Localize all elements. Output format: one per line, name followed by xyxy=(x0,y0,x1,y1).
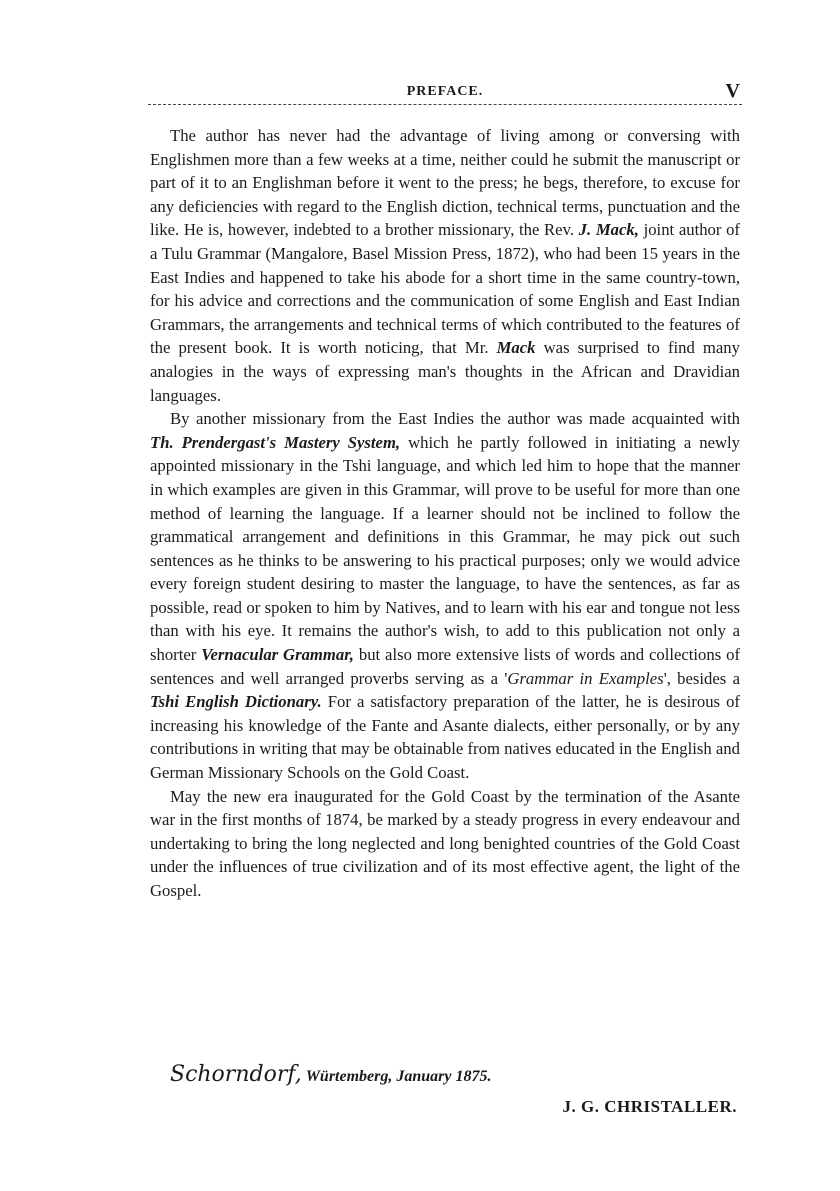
book-title: Vernacular Grammar, xyxy=(201,645,354,665)
page-title: PREFACE. xyxy=(406,84,484,99)
signoff-date: Würtemberg, January 1875. xyxy=(305,1068,492,1085)
person-name: Mack xyxy=(496,338,536,358)
person-name: J. Mack, xyxy=(578,220,639,240)
text-run: joint author of a Tulu Grammar (Mangalore, Basel Mission Press, 1872), who had been 15 years in the East Indies and happened to take his abode for a short time in the same country-town, for his advice and corrections and the communication of some English and East Indian Grammars, the arrangements and technical terms of which contributed to the features of the present book. It is worth noticing, that Mr. xyxy=(150,220,740,358)
text-run: which he partly followed in initiating a newly appointed missionary in the Tshi language, and which led him to hope that the manner in which examples are given in this Grammar, will prove to be useful for more than one method of learning the language. If a learner should not be inclined to follow the grammatical arrangement and definitions in this Grammar, he may pick out such sentences as he thinks to be answering to his practical purposes; only we would advice every foreign student desiring to master the language, to have the sentences, as far as possible, read or spoken to him by Natives, and to learn with his ear and tongue not less than with his eye. It remains the author's wish, to add to this publication not only a shorter xyxy=(150,432,741,665)
paragraph-3 xyxy=(150,785,740,903)
author-signature: J. G. CHRISTALLER. xyxy=(562,1097,737,1116)
signoff-line xyxy=(170,1062,740,1087)
book-title: Th. Prendergast's Mastery System, xyxy=(150,432,401,452)
book-title: Grammar in Examples xyxy=(507,668,664,688)
running-header xyxy=(150,80,740,104)
text-run: but also more extensive lists of words and collections of sentences and well arranged proverbs serving as a ' xyxy=(150,645,741,688)
book-title: Tshi English Dictionary. xyxy=(150,692,322,712)
header-rule xyxy=(148,104,742,105)
page-number: V xyxy=(725,80,740,102)
text-run: ', besides a xyxy=(663,668,741,688)
preface-body xyxy=(150,124,740,903)
text-run: For a satisfactory preparation of the latter, he is desirous of increasing his knowledge of the Fante and Asante dialects, either personally, or by any contributions in writing that may be obtainable from natives educated in the English and German Missionary Schools on the Gold Coast. xyxy=(150,692,740,783)
text-run: May the new era inaugurated for the Gold Coast by the termination of the Asante war in the first months of 1874, be marked by a steady progress in every endeavour and undertaking to bring the long neglected and long benighted countries of the Gold Coast under the influences of true civilization and of its most effective agent, the light of the Gospel. xyxy=(150,786,740,900)
signoff-place: Schorndorf, xyxy=(170,1062,302,1087)
paragraph-1 xyxy=(150,124,740,407)
text-run: By another missionary from the East Indies the author was made acquainted with xyxy=(170,409,740,429)
text-run: The author has never had the advantage of living among or conversing with Englishmen more than a few weeks at a time, neither could he submit the manuscript or part of it to an Englishman before it went to the press; he begs, therefore, to excuse for any deficiencies with regard to the English diction, technical terms, punctuation and the like. He is, however, indebted to a brother missionary, the Rev. xyxy=(150,126,740,240)
text-run: was surprised to find many analogies in the ways of expressing man's thoughts in the African and Dravidian languages. xyxy=(150,338,740,405)
paragraph-2 xyxy=(150,407,740,785)
